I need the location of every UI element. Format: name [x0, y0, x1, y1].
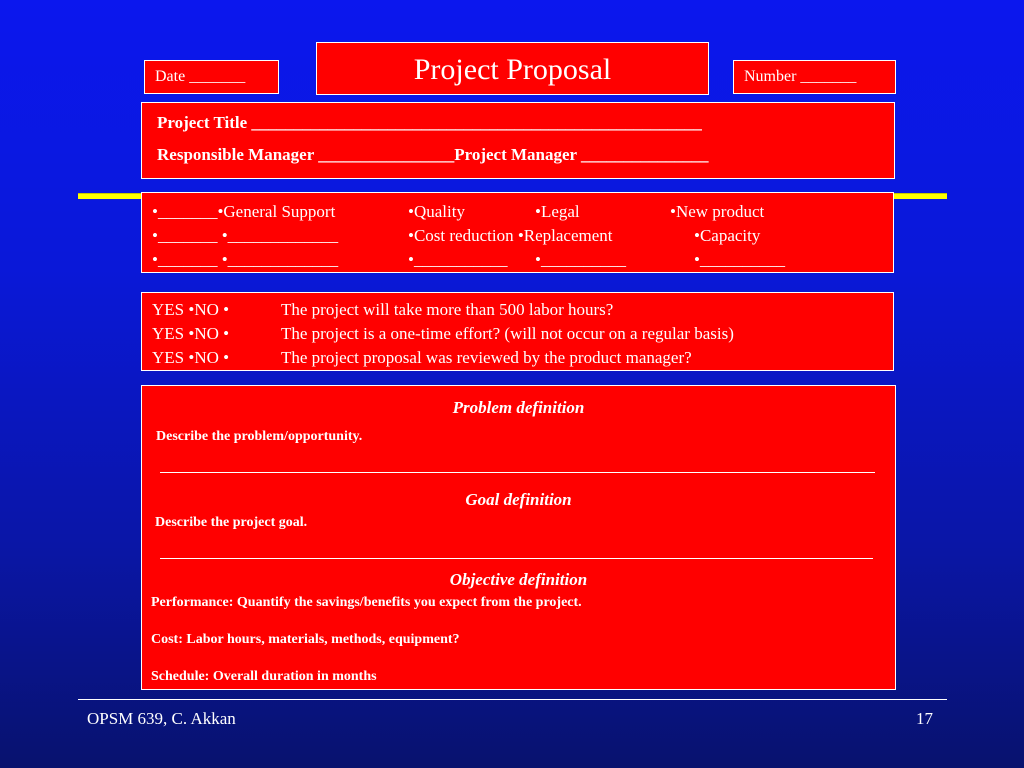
problem-answer-line: [160, 472, 875, 473]
number-label: Number _______: [744, 68, 857, 85]
question-3: The project proposal was reviewed by the product manager?: [281, 348, 692, 367]
category-blank-row2: •_______ •_____________: [152, 226, 339, 245]
goal-prompt: Describe the project goal.: [155, 515, 308, 530]
categories-box: [141, 192, 894, 273]
date-field-box: [144, 60, 279, 94]
category-blank-col4: •__________: [694, 250, 785, 269]
problem-definition-heading: Problem definition: [452, 398, 585, 417]
title-box: [316, 42, 709, 95]
objective-definition-heading: Objective definition: [449, 570, 588, 589]
category-quality: •Quality: [408, 202, 465, 221]
project-title-line: Project Title _____________________________________________________: [157, 113, 702, 132]
page-title: Project Proposal: [413, 53, 612, 86]
category-cost-reduction-replacement: •Cost reduction •Replacement: [408, 226, 613, 245]
definitions-box: [141, 385, 896, 690]
objective-performance: Performance: Quantify the savings/benefits you expect from the project.: [151, 595, 582, 610]
yes-no-options-1: YES •NO •: [152, 300, 230, 319]
footer-divider: [78, 699, 947, 700]
footer-course-label: OPSM 639, C. Akkan: [87, 709, 236, 728]
category-blank-col2: •___________: [408, 250, 508, 269]
managers-line: Responsible Manager ________________Project Manager _______________: [157, 145, 709, 164]
category-legal: •Legal: [535, 202, 580, 221]
project-info-box: [141, 102, 895, 179]
category-new-product: •New product: [670, 202, 765, 221]
date-label: Date _______: [155, 68, 246, 85]
category-blank-row3: •_______ •_____________: [152, 250, 339, 269]
yes-no-options-3: YES •NO •: [152, 348, 230, 367]
category-blank-col3: •__________: [535, 250, 626, 269]
objective-cost: Cost: Labor hours, materials, methods, equipment?: [151, 632, 460, 647]
question-2: The project is a one-time effort? (will not occur on a regular basis): [281, 324, 734, 343]
goal-definition-heading: Goal definition: [465, 490, 572, 509]
category-general-support: •_______•General Support: [152, 202, 336, 221]
number-field-box: [733, 60, 896, 94]
problem-prompt: Describe the problem/opportunity.: [156, 429, 363, 444]
category-capacity: •Capacity: [694, 226, 761, 245]
goal-answer-line: [160, 558, 873, 559]
questions-box: [141, 292, 894, 371]
slide-number: 17: [916, 709, 933, 728]
question-1: The project will take more than 500 labor hours?: [281, 300, 614, 319]
objective-schedule: Schedule: Overall duration in months: [151, 669, 377, 684]
yes-no-options-2: YES •NO •: [152, 324, 230, 343]
